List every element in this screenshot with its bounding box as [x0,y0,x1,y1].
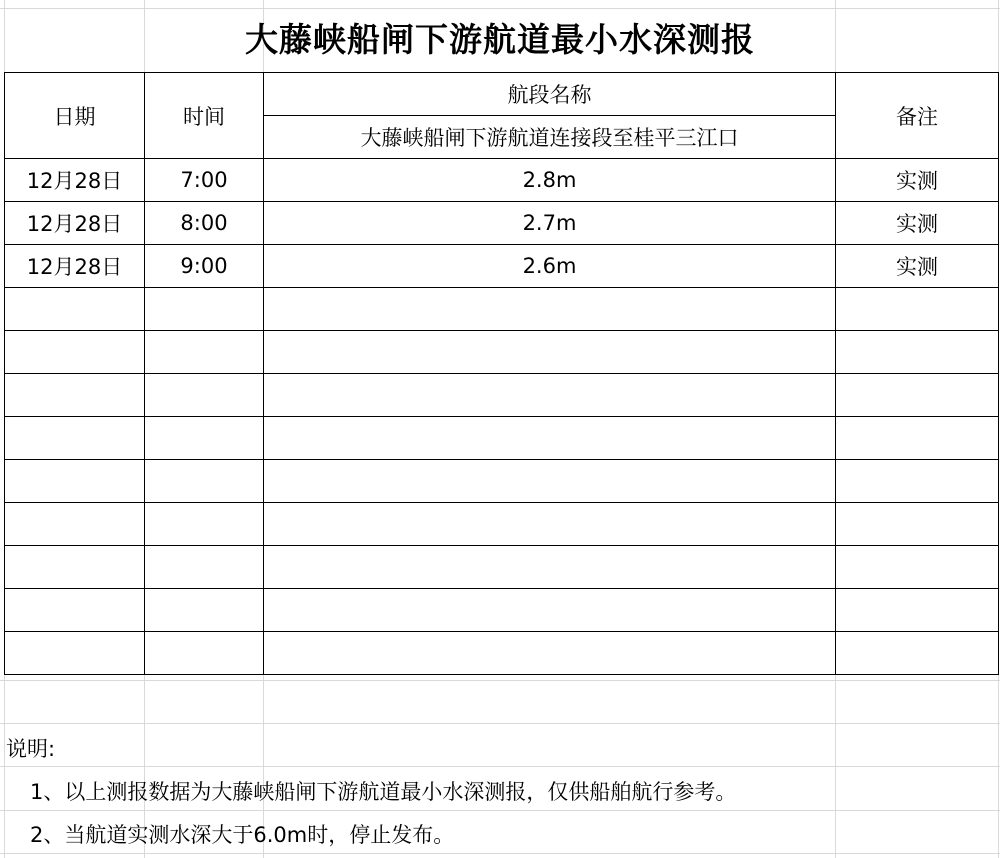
cell-time [145,460,264,503]
cell-time: 8:00 [145,202,264,245]
cell-depth [264,503,836,546]
notes-section [0,725,1000,855]
cell-date [5,288,145,331]
cell-date [5,589,145,632]
cell-depth [264,632,836,675]
page-title: 大藤峡船闸下游航道最小水深测报 [245,20,755,59]
header-remark: 备注 [836,73,999,159]
cell-date [5,331,145,374]
grid-line [0,8,1000,9]
note-item: 2、当航道实测水深大于6.0m时，停止发布。 [30,823,455,847]
header-segment-name: 大藤峡船闸下游航道连接段至桂平三江口 [264,116,836,159]
cell-remark: 实测 [836,159,999,202]
table-header-row [5,73,999,116]
cell-time: 9:00 [145,245,264,288]
cell-date: 12月28日 [5,159,145,202]
table-row [5,202,999,245]
cell-remark: 实测 [836,202,999,245]
header-time: 时间 [145,73,264,159]
cell-depth [264,288,836,331]
cell-depth [264,589,836,632]
header-date: 日期 [5,73,145,159]
cell-remark [836,460,999,503]
notes-heading: 说明: [6,737,56,761]
cell-remark [836,417,999,460]
cell-remark [836,632,999,675]
cell-date: 12月28日 [5,202,145,245]
cell-remark: 实测 [836,245,999,288]
cell-date [5,503,145,546]
cell-time [145,417,264,460]
table-row [5,589,999,632]
cell-depth [264,374,836,417]
cell-remark [836,288,999,331]
cell-remark [836,589,999,632]
table-row [5,331,999,374]
grid-line [0,680,1000,681]
table-row [5,374,999,417]
table-row [5,288,999,331]
cell-date [5,417,145,460]
cell-date [5,460,145,503]
cell-time [145,589,264,632]
table-row [5,546,999,589]
cell-date: 12月28日 [5,245,145,288]
cell-date [5,632,145,675]
cell-depth [264,460,836,503]
cell-time [145,331,264,374]
cell-time [145,374,264,417]
table-row [5,632,999,675]
cell-time [145,288,264,331]
cell-depth [264,331,836,374]
cell-date [5,546,145,589]
cell-depth: 2.7m [264,202,836,245]
table-row [5,159,999,202]
table-row [5,417,999,460]
cell-remark [836,331,999,374]
cell-time [145,503,264,546]
note-item: 1、以上测报数据为大藤峡船闸下游航道最小水深测报，仅供船舶航行参考。 [30,780,737,804]
cell-time: 7:00 [145,159,264,202]
cell-remark [836,546,999,589]
depth-report-table [4,72,999,675]
header-segment: 航段名称 [264,73,836,116]
cell-depth: 2.8m [264,159,836,202]
cell-depth [264,417,836,460]
cell-time [145,632,264,675]
table-row [5,460,999,503]
grid-line [0,723,1000,724]
cell-time [145,546,264,589]
cell-remark [836,374,999,417]
table-row [5,503,999,546]
cell-depth: 2.6m [264,245,836,288]
cell-remark [836,503,999,546]
cell-date [5,374,145,417]
cell-depth [264,546,836,589]
table-row [5,245,999,288]
